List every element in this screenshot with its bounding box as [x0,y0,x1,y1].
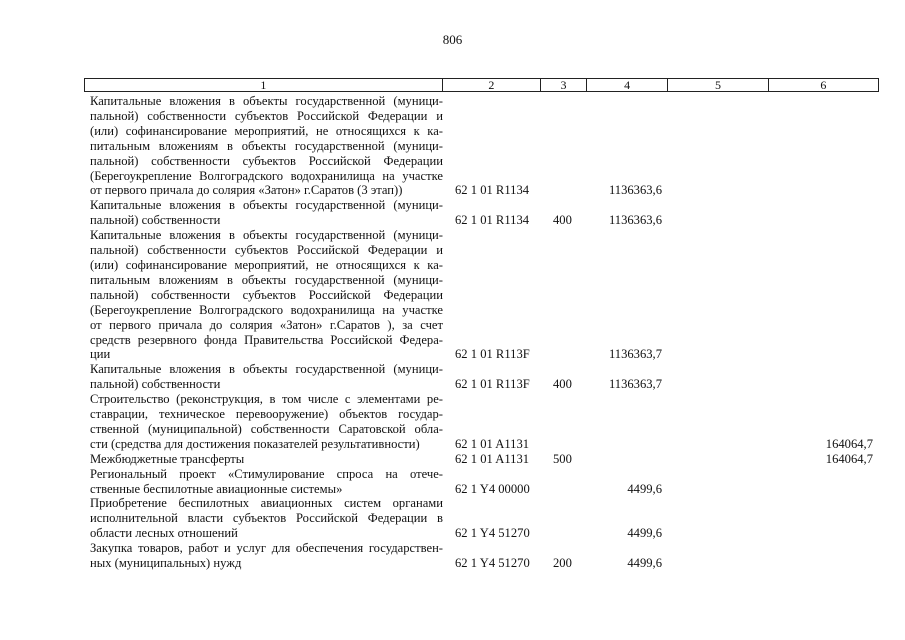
table-row [84,228,879,362]
description-line: пальной) собственности субъектов Российской Федерации и [90,243,443,258]
description-line: исполнительной власти субъектов Российской Федерации в [90,511,443,526]
row-expense-type: 400 [553,213,572,228]
row-expense-type: 200 [553,556,572,571]
description-line: Приобретение беспилотных авиационных систем органами [90,496,443,511]
row-description [84,467,443,497]
table-header [84,78,879,92]
table-row [84,496,879,541]
description-line: Капитальные вложения в объекты государственной (муници- [90,362,443,377]
description-line: пальной) собственности [90,377,221,392]
description-line: (или) софинансирование мероприятий, не относящихся к ка- [90,123,443,138]
description-line: Межбюджетные трансферты [90,451,245,466]
row-code: 62 1 01 R113F [455,347,530,362]
description-line: средств резервного фонда Правительства Российской Федера- [90,332,443,347]
row-code: 62 1 01 A1131 [455,436,530,451]
description-line: области лесных отношений [90,526,238,541]
header-col-4: 4 [587,79,668,91]
header-col-6: 6 [820,78,827,92]
table-row [84,467,879,497]
row-description [84,198,443,228]
description-line: ции [90,347,111,362]
row-description [84,541,443,571]
row-code: 62 1 01 A1131 [455,451,530,466]
row-value-4: 1136363,6 [608,213,662,228]
description-line: ставрации, техническое перевооружение) объектов государ- [90,407,443,422]
row-code: 62 1 01 R113F [455,377,530,392]
description-line: Закупка товаров, работ и услуг для обеспечения государствен- [90,541,443,556]
row-value-4: 1136363,7 [608,347,662,362]
table-row [84,94,879,198]
description-line: Строительство (реконструкция, в том числе с элементами ре- [90,392,443,407]
row-value-4: 1136363,6 [608,183,662,198]
description-line: Региональный проект «Стимулирование спроса на отече- [90,466,443,481]
row-description [84,228,443,362]
description-line: от первого причала до солярия «Затон» г.Саратов ), за счет [90,317,443,332]
header-col-5: 5 [668,79,768,91]
table-row [84,452,879,467]
description-line: ственной (муниципальной) собственности Саратовской обла- [90,421,443,436]
header-col-3: 3 [541,79,587,91]
row-description [84,362,443,392]
description-line: пальной) собственности субъектов Российской Федерации и [90,108,443,123]
row-value-6: 164064,7 [825,436,873,451]
row-description [84,452,443,467]
description-line: ных (муниципальных) нужд [90,556,242,571]
description-line: Капитальные вложения в объекты государственной (муници- [90,228,443,243]
description-line: питальным вложениям в объекты государственной (муници- [90,138,443,153]
description-line: (Берегоукрепление Волгоградского водохранилища на участке [90,168,443,183]
page-number: 806 [442,32,463,47]
row-description [84,94,443,198]
description-line: сти (средства для достижения показателей результативности) [90,436,420,451]
description-line: пальной) собственности субъектов Российской Федерации [90,153,443,168]
table-body [84,94,879,571]
row-description [84,496,443,541]
row-code: 62 1 01 R1134 [455,183,530,198]
description-line: питальным вложениям в объекты государственной (муници- [90,272,443,287]
row-value-4: 1136363,7 [608,377,662,392]
description-line: ственные беспилотные авиационные системы» [90,481,343,496]
description-line: (Берегоукрепление Волгоградского водохранилища на участке [90,302,443,317]
description-line: (или) софинансирование мероприятий, не относящихся к ка- [90,257,443,272]
table-row [84,392,879,452]
row-code: 62 1 01 R1134 [455,213,530,228]
header-col-1: 1 [85,79,443,91]
table-row [84,541,879,571]
description-line: Капитальные вложения в объекты государственной (муници- [90,94,443,108]
header-col-2: 2 [443,79,541,91]
description-line: пальной) собственности субъектов Российской Федерации [90,287,443,302]
row-code: 62 1 Y4 00000 [455,481,530,496]
table-row [84,362,879,392]
row-code: 62 1 Y4 51270 [455,556,530,571]
row-expense-type: 500 [553,451,572,466]
description-line: Капитальные вложения в объекты государственной (муници- [90,198,443,213]
row-code: 62 1 Y4 51270 [455,526,530,541]
row-value-4: 4499,6 [627,526,662,541]
row-value-6: 164064,7 [825,451,873,466]
description-line: пальной) собственности [90,213,221,228]
table-row [84,198,879,228]
description-line: от первого причала до солярия «Затон» г.Саратов (3 этап)) [90,183,403,198]
row-description [84,392,443,452]
row-value-4: 4499,6 [627,556,662,571]
row-value-4: 4499,6 [627,481,662,496]
row-expense-type: 400 [553,377,572,392]
